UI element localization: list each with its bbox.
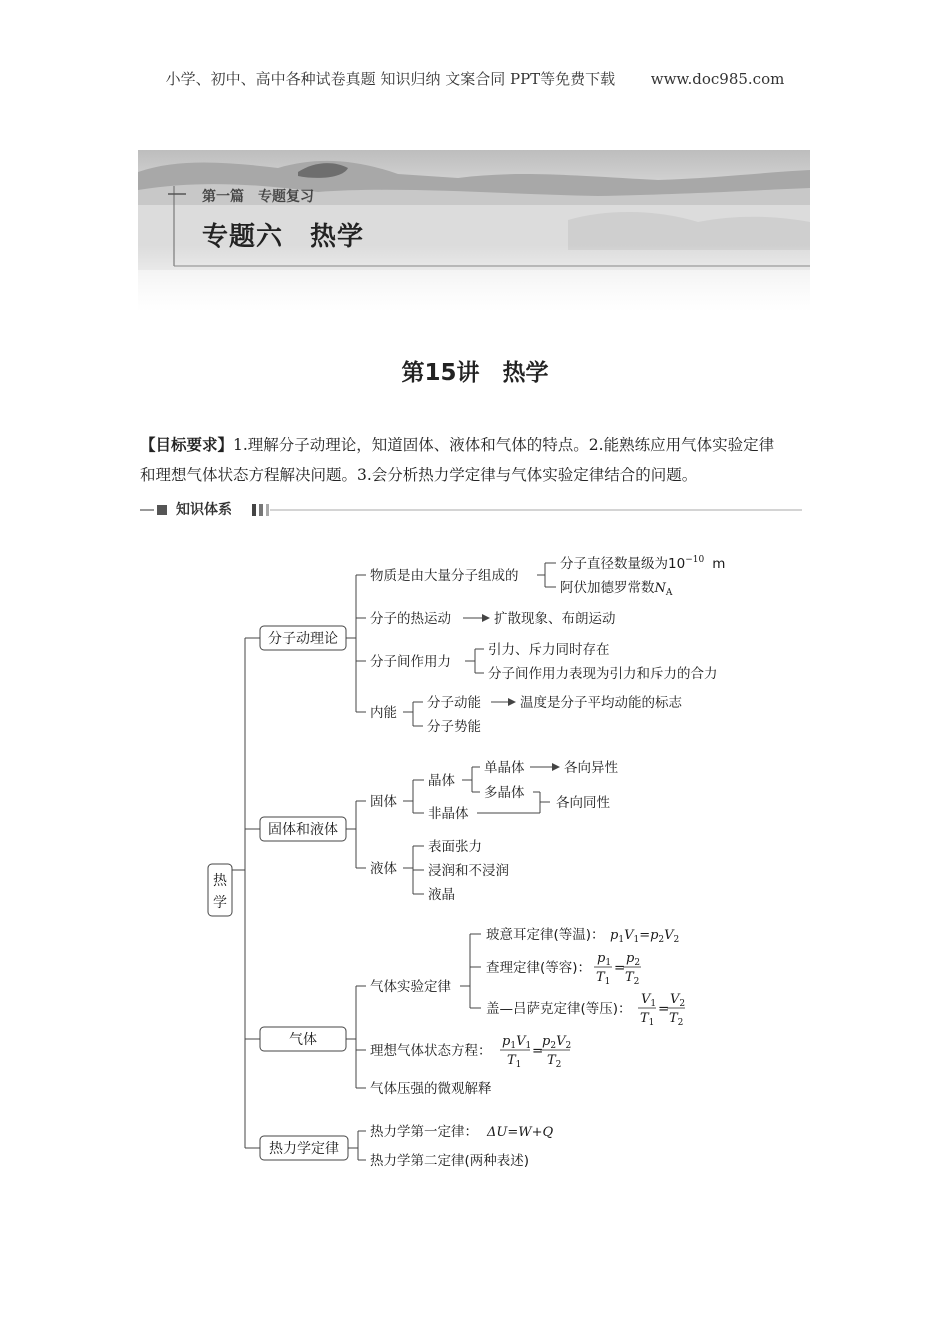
gas-label: 气体	[289, 1032, 317, 1048]
force-a-text: 引力、斥力同时存在	[488, 642, 610, 658]
internal-energy-text: 内能	[370, 705, 397, 721]
gas-laws-text: 气体实验定律	[370, 979, 451, 995]
lecture-title: 第15讲 热学	[401, 360, 549, 386]
arrow-icon	[482, 614, 490, 622]
svg-text:V2: $V_2$	[670, 992, 686, 1009]
solid-liquid-label: 固体和液体	[268, 822, 338, 838]
arrow-icon	[508, 698, 516, 706]
section-label: 知识体系	[176, 502, 232, 518]
ideal-gas-formula	[500, 1034, 571, 1070]
second-law-text: 热力学第二定律(两种表述)	[370, 1153, 530, 1169]
svg-text:V1: $V_1$	[641, 992, 657, 1009]
svg-text:T2: $T_2$	[625, 970, 640, 987]
svg-text:p2V2: $p_2V_2$	[542, 1034, 572, 1051]
goals-line1: 1.理解分子动理论，知道固体、液体和气体的特点。2.能熟练应用气体实验定律	[233, 436, 775, 454]
arrow-icon	[552, 763, 560, 771]
thermal-motion-text: 分子的热运动	[370, 611, 451, 627]
wetting-text: 浸润和不浸润	[428, 863, 509, 879]
force-text: 分子间作用力	[370, 654, 451, 670]
svg-text:T1: $T_1$	[640, 1011, 655, 1028]
crystal-text: 晶体	[428, 773, 455, 789]
liquid-text: 液体	[370, 861, 397, 877]
svg-text:T1: $T_1$	[596, 970, 611, 987]
header-url[interactable]: www.doc985.com	[650, 70, 785, 88]
svg-text:p1V1: $p_1V_1$	[502, 1034, 532, 1051]
thermo-label: 热力学定律	[269, 1141, 339, 1157]
boyle-text: 玻意耳定律(等温)：	[486, 927, 605, 943]
first-law-eq: ΔU=W+Q	[487, 1125, 554, 1140]
goals-label: 【目标要求】	[140, 436, 234, 454]
amorphous-text: 非晶体	[428, 806, 469, 822]
surface-tension-text: 表面张力	[428, 839, 482, 855]
svg-text:T2: $T_2$	[547, 1053, 562, 1070]
charles-text: 查理定律(等容)：	[486, 960, 592, 976]
first-law-text: 热力学第一定律：	[370, 1124, 478, 1140]
ideal-gas-text: 理想气体状态方程：	[370, 1043, 492, 1059]
charles-formula	[594, 951, 641, 987]
svg-text:T1: $T_1$	[507, 1053, 522, 1070]
anisotropy-text: 各向异性	[564, 760, 618, 776]
micro-pressure-text: 气体压强的微观解释	[370, 1081, 492, 1097]
banner-subtitle: 第一篇 专题复习	[202, 189, 314, 205]
root-label-1: 热	[213, 873, 227, 889]
poly-crystal-text: 多晶体	[484, 785, 525, 801]
svg-text:p1: $p_1$	[597, 951, 612, 968]
solid-text: 固体	[370, 794, 397, 810]
molecular-label: 分子动理论	[268, 631, 338, 647]
gaylussac-text: 盖—吕萨克定律(等压)：	[486, 1001, 632, 1017]
svg-text:p2: $p_2$	[626, 951, 641, 968]
boyle-formula: $p_1V_1=p_2V_2$	[610, 928, 680, 945]
svg-text:=: =	[658, 1001, 670, 1017]
thermal-result-text: 扩散现象、布朗运动	[494, 611, 616, 627]
composed-text: 物质是由大量分子组成的	[370, 568, 519, 584]
goals-line2: 和理想气体状态方程解决问题。3.会分析热力学定律与气体实验定律结合的问题。	[140, 466, 698, 484]
potential-text: 分子势能	[427, 719, 481, 735]
root-label-2: 学	[213, 895, 227, 911]
avogadro-text: 阿伏加德罗常数$N_A$	[560, 580, 673, 598]
gaylussac-formula	[638, 992, 685, 1028]
kinetic-result-text: 温度是分子平均动能的标志	[520, 695, 682, 711]
svg-text:=: =	[532, 1043, 544, 1059]
svg-text:=: =	[614, 960, 626, 976]
svg-text:T2: $T_2$	[669, 1011, 684, 1028]
header-text: 小学、初中、高中各种试卷真题 知识归纳 文案合同 PPT等免费下载	[165, 70, 616, 88]
liquid-crystal-text: 液晶	[428, 887, 455, 903]
force-b-text: 分子间作用力表现为引力和斥力的合力	[488, 666, 718, 682]
diameter-text: 分子直径数量级为$10^{-10}$ m	[560, 555, 726, 572]
single-crystal-text: 单晶体	[484, 760, 525, 776]
banner-title: 专题六 热学	[202, 222, 365, 252]
kinetic-text: 分子动能	[427, 695, 481, 711]
isotropy-text: 各向同性	[556, 795, 610, 811]
